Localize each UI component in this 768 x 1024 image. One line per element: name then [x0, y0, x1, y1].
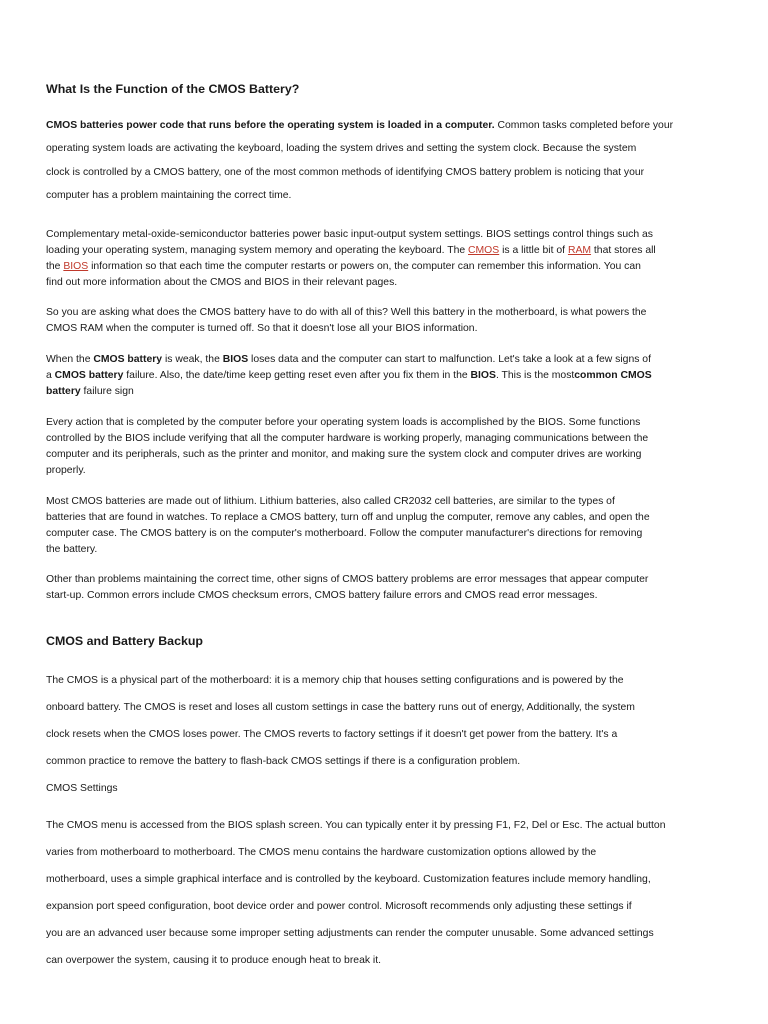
para-line: clock is controlled by a CMOS battery, one of the most common methods of identifying CMOS battery problem is noticing that your: [46, 166, 645, 178]
para-line: motherboard, uses a simple graphical interface and is controlled by the keyboard. Customization features include memory handling,: [46, 874, 651, 885]
paragraph-cmos-menu: [46, 812, 722, 974]
para-line: can overpower the system, causing it to produce enough heat to break it.: [46, 955, 382, 966]
heading-battery-backup: CMOS and Battery Backup: [46, 634, 203, 648]
para-line: computer and its peripherals, such as the printer and monitor, and making sure the system clock and computer drives are working: [46, 449, 642, 460]
paragraph-physical-part: [46, 667, 722, 775]
para-line: expansion port speed configuration, boot device order and power control. Microsoft recommends only adjusting these settings if: [46, 901, 632, 912]
para-line: computer case. The CMOS battery is on the computer's motherboard. Follow the computer manufacturer's directions for removing: [46, 528, 643, 539]
ram-link[interactable]: RAM: [567, 245, 592, 256]
para-line: common practice to remove the battery to flash-back CMOS settings if there is a configuration problem.: [46, 756, 521, 767]
bold-text: CMOS batteries power code that runs before the operating system is loaded in a computer.: [46, 120, 495, 131]
para-line: The CMOS menu is accessed from the BIOS splash screen. You can typically enter it by pressing F1, F2, Del or Esc. The actual button: [46, 820, 666, 831]
para-line: a CMOS battery failure. Also, the date/time keep getting reset even after you fix them in the BIOS. This is the mostcommon CMOS: [46, 370, 652, 381]
subheading-cmos-settings: CMOS Settings: [46, 783, 118, 794]
para-line: The CMOS is a physical part of the motherboard: it is a memory chip that houses setting configurations and is powered by the: [46, 675, 624, 686]
para-line: computer has a problem maintaining the correct time.: [46, 190, 292, 202]
para-line: loading your operating system, managing system memory and operating the keyboard. The CMOS is a little bit of RAM that stores all: [46, 245, 656, 256]
paragraph-every-action: [46, 415, 722, 479]
para-line: When the CMOS battery is weak, the BIOS loses data and the computer can start to malfunction. Let's take a look at a few signs of: [46, 354, 651, 365]
para-line: battery failure sign: [46, 386, 134, 397]
para-line: the battery.: [46, 544, 98, 555]
bios-link[interactable]: BIOS: [63, 261, 89, 272]
para-line: start-up. Common errors include CMOS checksum errors, CMOS battery failure errors and CMOS read error messages.: [46, 590, 598, 601]
heading-cmos-function: What Is the Function of the CMOS Battery?: [46, 82, 300, 96]
para-line: Every action that is completed by the computer before your operating system loads is accomplished by the BIOS. Some functions: [46, 417, 641, 428]
para-line: Complementary metal-oxide-semiconductor batteries power basic input-output system settings. BIOS settings control things such as: [46, 229, 653, 240]
para-line: CMOS batteries power code that runs before the operating system is loaded in a computer. Common tasks completed before your: [46, 120, 674, 131]
para-line: find out more information about the CMOS and BIOS in their relevant pages.: [46, 277, 398, 288]
para-line: operating system loads are activating the keyboard, loading the system drives and setting the system clock. Because the system: [46, 143, 637, 155]
para-line: varies from motherboard to motherboard. The CMOS menu contains the hardware customization options allowed by the: [46, 847, 597, 858]
cmos-link[interactable]: CMOS: [468, 245, 500, 256]
para-line: So you are asking what does the CMOS battery have to do with all of this? Well this battery in the motherboard, is what powers the: [46, 307, 647, 318]
paragraph-errors: [46, 572, 722, 604]
para-line: Other than problems maintaining the correct time, other signs of CMOS battery problems are error messages that appear computer: [46, 574, 649, 585]
para-line: controlled by the BIOS include verifying that all the computer hardware is working properly, managing communications between the: [46, 433, 649, 444]
para-line: onboard battery. The CMOS is reset and loses all custom settings in case the battery runs out of energy, Additionally, the system: [46, 702, 635, 713]
paragraph-asking: [46, 305, 722, 337]
para-line: clock resets when the CMOS loses power. The CMOS reverts to factory settings if it doesn't get power from the battery. It's a: [46, 729, 618, 740]
para-line: Most CMOS batteries are made out of lithium. Lithium batteries, also called CR2032 cell batteries, are similar to the types of: [46, 496, 615, 507]
para-line: the BIOS information so that each time the computer restarts or powers on, the computer can remember this information. You can: [46, 261, 641, 272]
paragraph-intro: [46, 114, 722, 208]
para-line: CMOS RAM when the computer is turned off. So that it doesn't lose all your BIOS information.: [46, 323, 478, 334]
paragraph-complementary: [46, 227, 722, 291]
para-line: you are an advanced user because some improper setting adjustments can render the computer unusable. Some advanced settings: [46, 928, 654, 939]
para-line: properly.: [46, 465, 86, 476]
para-line: batteries that are found in watches. To replace a CMOS battery, turn off and unplug the computer, remove any cables, and open the: [46, 512, 650, 523]
paragraph-weak-battery: [46, 352, 722, 400]
paragraph-lithium: [46, 494, 722, 558]
